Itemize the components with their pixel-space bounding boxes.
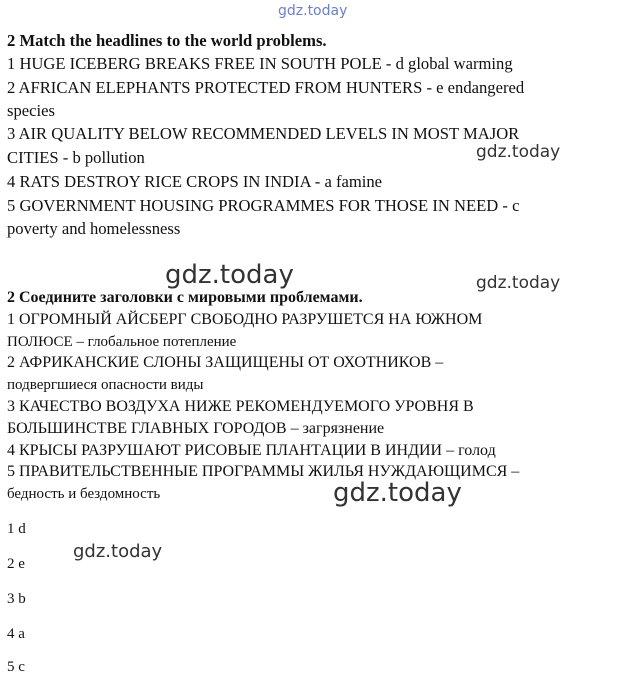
answer-item: 2 e <box>7 556 25 572</box>
answer-item: 3 b <box>7 591 26 607</box>
answer-item: 1 d <box>7 521 26 537</box>
russian-line: бедность и бездомность <box>7 486 161 502</box>
watermark: gdz.today <box>476 273 561 293</box>
exercise-heading-english: 2 Match the headlines to the world problems. <box>7 31 327 50</box>
english-line: 2 AFRICAN ELEPHANTS PROTECTED FROM HUNTERS - e endangered <box>7 78 525 97</box>
watermark: gdz.today <box>333 478 462 508</box>
answer-item: 5 c <box>7 659 25 675</box>
russian-line: подвергшиеся опасности виды <box>7 377 204 393</box>
russian-line: 2 АФРИКАНСКИЕ СЛОНЫ ЗАЩИЩЕНЫ ОТ ОХОТНИКОВ – <box>7 354 444 371</box>
russian-line: 3 КАЧЕСТВО ВОЗДУХА НИЖЕ РЕКОМЕНДУЕМОГО УРОВНЯ В <box>7 398 474 415</box>
exercise-heading-russian: 2 Соедините заголовки с мировыми проблемами. <box>7 289 363 306</box>
russian-line: 4 КРЫСЫ РАЗРУШАЮТ РИСОВЫЕ ПЛАНТАЦИИ В ИНДИИ – голод <box>7 442 496 459</box>
russian-line: 1 ОГРОМНЫЙ АЙСБЕРГ СВОБОДНО РАЗРУШЕТСЯ НА ЮЖНОМ <box>7 311 483 328</box>
english-line: 3 AIR QUALITY BELOW RECOMMENDED LEVELS IN MOST MAJOR <box>7 124 520 143</box>
english-line: poverty and homelessness <box>7 219 181 238</box>
watermark: gdz.today <box>476 142 561 162</box>
english-line: 4 RATS DESTROY RICE CROPS IN INDIA - a famine <box>7 172 383 191</box>
english-line: 5 GOVERNMENT HOUSING PROGRAMMES FOR THOSE IN NEED - c <box>7 196 520 215</box>
english-line: 1 HUGE ICEBERG BREAKS FREE IN SOUTH POLE - d global warming <box>7 54 513 73</box>
russian-line: БОЛЬШИНСТВЕ ГЛАВНЫХ ГОРОДОВ – загрязнение <box>7 420 385 437</box>
english-line: CITIES - b pollution <box>7 148 145 167</box>
english-line: species <box>7 101 55 120</box>
watermark: gdz.today <box>165 260 294 290</box>
russian-line: 5 ПРАВИТЕЛЬСТВЕННЫЕ ПРОГРАММЫ ЖИЛЬЯ НУЖДАЮЩИМСЯ – <box>7 463 520 480</box>
answer-item: 4 a <box>7 626 25 642</box>
watermark: gdz.today <box>73 541 163 562</box>
watermark-top: gdz.today <box>278 3 348 19</box>
russian-line: ПОЛЮСЕ – глобальное потепление <box>7 334 237 350</box>
